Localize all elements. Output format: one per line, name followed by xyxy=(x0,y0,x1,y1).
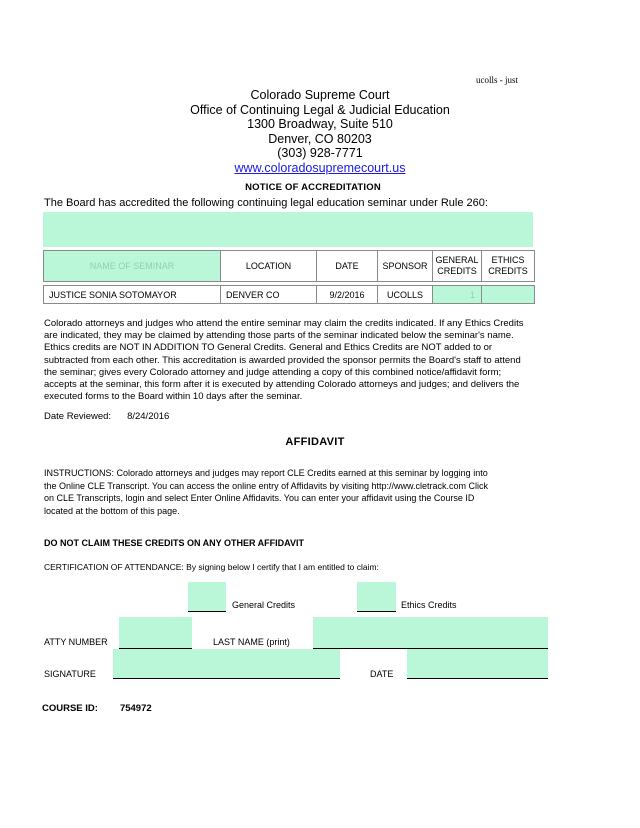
header-line-3: 1300 Broadway, Suite 510 xyxy=(247,117,393,131)
course-id xyxy=(42,703,152,714)
paragraph-line: Ethics credits are NOT IN ADDITION TO General Credits. General and Ethics Credits are NOT added to or xyxy=(44,342,493,354)
date-reviewed xyxy=(44,411,169,422)
seminar-location: DENVER CO xyxy=(221,286,317,304)
paragraph-line: accepts at the seminar, this form after it is executed by attending Colorado attorneys and judges; and delivers the xyxy=(44,379,520,391)
no-claim-warning: DO NOT CLAIM THESE CREDITS ON ANY OTHER AFFIDAVIT xyxy=(44,538,305,548)
instructions-line: the Online CLE Transcript. You can access the online entry of Affidavits by visiting http://www.cletrack.com Click xyxy=(44,480,489,491)
atty-number-input[interactable] xyxy=(119,617,192,649)
instructions-line: on CLE Transcripts, login and select Enter Online Affidavits. You can enter your affidavit using the Course ID xyxy=(44,493,475,503)
header-line-5: (303) 928-7771 xyxy=(277,146,363,160)
course-id-value: 754972 xyxy=(119,703,152,714)
affidavit-title: AFFIDAVIT xyxy=(285,436,345,448)
ethics-credits-value xyxy=(482,286,535,304)
seminar-values-table xyxy=(43,285,535,304)
general-credits-label: General Credits xyxy=(232,600,296,610)
date-reviewed-label: Date Reviewed: xyxy=(44,411,112,422)
date-label: DATE xyxy=(370,669,394,679)
date-input[interactable] xyxy=(407,649,548,679)
instructions-line: INSTRUCTIONS: Colorado attorneys and judges may report CLE Credits earned at this seminar by logging into xyxy=(44,468,488,478)
instructions xyxy=(44,467,564,517)
col-ethics-credits xyxy=(482,251,535,282)
court-header xyxy=(0,88,640,175)
col-ethics-line2: CREDITS xyxy=(488,266,528,276)
col-name-of-seminar: NAME OF SEMINAR xyxy=(44,251,221,282)
paragraph-line: executed forms to the Board within 10 days after the seminar. xyxy=(44,391,303,403)
ethics-credits-label: Ethics Credits xyxy=(401,600,457,610)
signature-input[interactable] xyxy=(113,649,340,679)
corner-note: ucolls - just xyxy=(476,75,518,85)
paragraph-line: Colorado attorneys and judges who attend the entire seminar may claim the credits indicated. If any Ethics Credits xyxy=(44,318,524,329)
atty-number-label: ATTY NUMBER xyxy=(44,637,108,647)
col-general-line1: GENERAL xyxy=(435,255,479,265)
accreditation-paragraph xyxy=(44,318,544,403)
last-name-label: LAST NAME (print) xyxy=(213,637,290,647)
column-header-table xyxy=(43,250,535,282)
paragraph-line: subtracted from each other. This accreditation is awarded provided the sponsor permits the Board's staff to attend xyxy=(44,354,521,366)
seminar-description-box xyxy=(43,212,533,247)
header-line-1: Colorado Supreme Court xyxy=(250,88,390,102)
ethics-credits-input[interactable] xyxy=(357,582,396,612)
general-credits-value: 1 xyxy=(433,286,482,304)
seminar-name: JUSTICE SONIA SOTOMAYOR xyxy=(44,286,221,304)
header-line-2: Office of Continuing Legal & Judicial Education xyxy=(190,102,450,117)
col-ethics-line1: ETHICS xyxy=(491,255,525,265)
general-credits-input[interactable] xyxy=(188,582,226,612)
col-general-credits xyxy=(433,251,482,282)
seminar-sponsor: UCOLLS xyxy=(378,286,433,304)
instructions-line: located at the bottom of this page. xyxy=(44,505,180,516)
course-id-label: COURSE ID: xyxy=(42,703,98,714)
last-name-input[interactable] xyxy=(313,617,548,649)
seminar-date: 9/2/2016 xyxy=(317,286,378,304)
website-link[interactable]: www.coloradosupremecourt.us xyxy=(234,160,406,175)
table-row xyxy=(44,286,535,304)
col-date: DATE xyxy=(317,251,378,282)
date-reviewed-value: 8/24/2016 xyxy=(127,411,170,422)
header-line-4: Denver, CO 80203 xyxy=(268,131,372,146)
certification-text: CERTIFICATION OF ATTENDANCE: By signing below I certify that I am entitled to claim: xyxy=(44,562,379,572)
paragraph-line: are indicated, they may be claimed by attending those parts of the seminar indicated below the seminar's name. xyxy=(44,330,514,342)
col-location: LOCATION xyxy=(221,251,317,282)
notice-title: NOTICE OF ACCREDITATION xyxy=(245,182,381,193)
signature-label: SIGNATURE xyxy=(44,669,96,679)
intro-text: The Board has accredited the following continuing legal education seminar under Rule 260: xyxy=(44,197,488,209)
paragraph-line: the seminar; gives every Colorado attorney and judge attending a copy of this combined notice/affidavit form; xyxy=(44,366,502,378)
col-general-line2: CREDITS xyxy=(437,266,477,276)
col-sponsor: SPONSOR xyxy=(378,251,433,282)
